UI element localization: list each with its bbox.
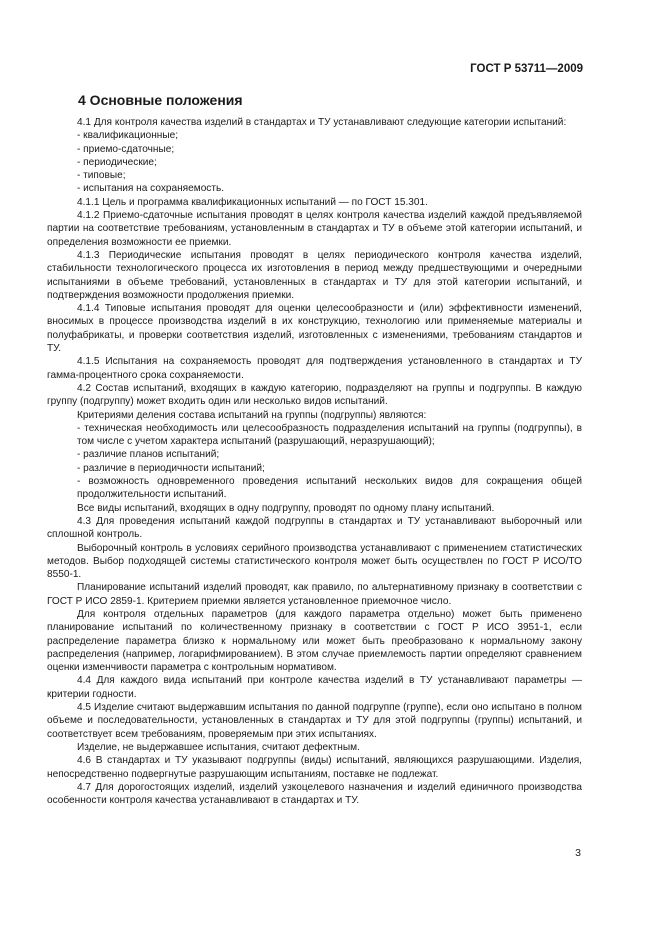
- paragraph: 4.5 Изделие считают выдержавшим испытания по данной подгруппе (группе), если оно испытано в полном объеме и последовательности, установленных в стандартах и ТУ для этой подгруппы (группы) испытаний, и соответствует всем требованиям, проверяемым при этих испытаниях.: [47, 702, 582, 740]
- paragraph: Для контроля отдельных параметров (для каждого параметра отдельно) может быть применено планирование испытаний по количественному признаку в соответствии с ГОСТ Р ИСО 3951-1, если распределение параметра близко к нормальному или может быть преобразовано к нормальному закону распределения (например, логарифмированием). В этом случае приемлемость партии определяют сравнением оценки изменчивости параметра с контрольным нормативом.: [47, 608, 582, 674]
- paragraph: 4.1.3 Периодические испытания проводят в целях периодического контроля качества изделий, стабильности технологического процесса их изготовления в период между предшествующими и очередными испытаниями в объеме требований, установленных в стандартах и ТУ для этой категории испытаний, и подтверждения возможности продолжения приемки.: [47, 249, 582, 301]
- paragraph: 4.2 Состав испытаний, входящих в каждую категорию, подразделяют на группы и подгруппы. В каждую группу (подгруппу) может входить один или несколько видов испытаний.: [47, 382, 582, 408]
- list-item: - приемо-сдаточные;: [77, 143, 175, 155]
- section-title: 4 Основные положения: [78, 92, 243, 108]
- list-item: - испытания на сохраняемость.: [77, 183, 225, 195]
- list-item: - различие в периодичности испытаний;: [77, 462, 265, 474]
- paragraph: 4.1 Для контроля качества изделий в стандартах и ТУ устанавливают следующие категории испытаний:: [77, 117, 567, 128]
- paragraph: Все виды испытаний, входящих в одну подгруппу, проводят по одному плану испытаний.: [77, 502, 495, 514]
- list-item: - техническая необходимость или целесообразность подразделения испытаний на группы (подгруппы), в том числе с учетом характера испытаний (разрушающий, неразрушающий);: [77, 422, 582, 448]
- list-item: - возможность одновременного проведения испытаний нескольких видов для сокращения общей продолжительности испытаний.: [77, 476, 582, 501]
- list-item: - периодические;: [77, 156, 157, 168]
- page-number: 3: [575, 847, 581, 859]
- paragraph: 4.3 Для проведения испытаний каждой подгруппы в стандартах и ТУ устанавливают выборочный или сплошной контроль.: [47, 515, 582, 541]
- paragraph: Критериями деления состава испытаний на группы (подгруппы) являются:: [77, 409, 427, 421]
- paragraph: 4.1.1 Цель и программа квалификационных испытаний — по ГОСТ 15.301.: [77, 196, 428, 208]
- list-item: - различие планов испытаний;: [77, 449, 220, 461]
- paragraph: 4.4 Для каждого вида испытаний при контроле качества изделий в ТУ устанавливают параметры — критерии годности.: [47, 675, 582, 700]
- list-item: - типовые;: [77, 170, 126, 182]
- document-body: [47, 116, 582, 807]
- paragraph: 4.7 Для дорогостоящих изделий, изделий узкоцелевого назначения и изделий единичного производства особенности контроля качества устанавливают в стандартах и ТУ.: [47, 781, 582, 807]
- paragraph: Выборочный контроль в условиях серийного производства устанавливают с применением статистических методов. Выбор подходящей системы статистического контроля может быть осуществлен по ГОСТ Р ИСО/ТО 8550-1.: [47, 542, 582, 581]
- paragraph: Изделие, не выдержавшее испытания, считают дефектным.: [77, 741, 360, 753]
- paragraph: Планирование испытаний изделий проводят, как правило, по альтернативному признаку в соответствии с ГОСТ Р ИСО 2859-1. Критерием приемки является установленное приемочное число.: [47, 582, 582, 607]
- paragraph: 4.1.5 Испытания на сохраняемость проводят для подтверждения установленного в стандартах и ТУ гамма-процентного срока сохраняемости.: [47, 356, 582, 381]
- paragraph: 4.1.2 Приемо-сдаточные испытания проводят в целях контроля качества изделий каждой предъявляемой партии на соответствие требованиям, установленным в стандартах и ТУ в объеме этой категории испытаний, и определения возможности ее приемки.: [47, 210, 582, 248]
- document-code: ГОСТ Р 53711—2009: [470, 63, 583, 75]
- list-item: - квалификационные;: [77, 130, 179, 142]
- paragraph: 4.1.4 Типовые испытания проводят для оценки целесообразности и (или) эффективности изменений, вносимых в процессе производства изделий в их конструкцию, технологию или применяемые материалы и полуфабрикаты, и проверки соответствия изделий, изготовленных с изменениями, требованиям стандартов и ТУ.: [47, 303, 582, 355]
- paragraph: 4.6 В стандартах и ТУ указывают подгруппы (виды) испытаний, являющихся разрушающими. Изделия, непосредственно подвергнутые разрушающим испытаниям, поставке не подлежат.: [47, 755, 582, 780]
